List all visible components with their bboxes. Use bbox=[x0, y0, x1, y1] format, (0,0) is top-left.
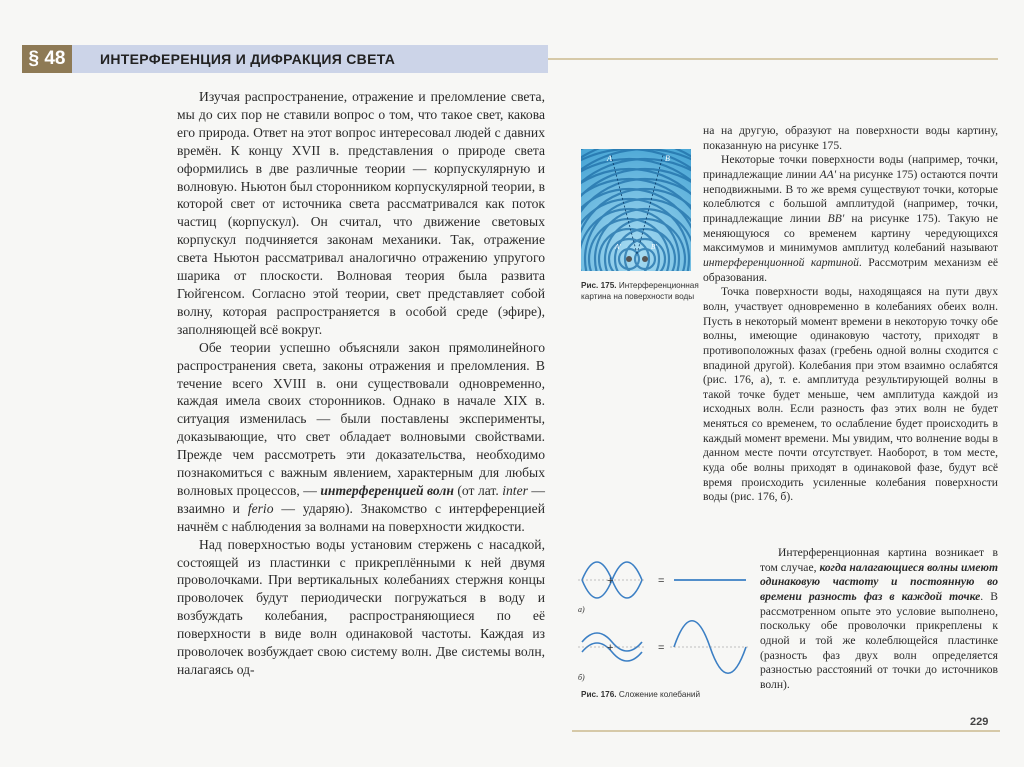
right-column-bottom bbox=[760, 546, 998, 693]
svg-text:A: A bbox=[607, 154, 612, 163]
wave-addition-diagram bbox=[574, 552, 754, 687]
paragraph: Изучая распространение, отражение и преломление света, мы до сих пор не ставили вопрос о том, что такое свет, какова его природа. Ответ на этот вопрос интересовал людей с давних времён. К концу XVII в. представления о природе света оформились в две различные теории — корпускулярную и волновую. Ньютон был сторонником корпускулярной теории, в которой свет от источника света рассматривался как поток частиц (корпускул). Он считал, что движение световых корпускул подчиняется законам механики. Так, отражение света Ньютон рассматривал аналогично отражению упругого шарика от плоскости. Волновая теория была развита Гюйгенсом. Согласно этой теории, свет представляет собой волну, которая распространяется в особой среде (эфире), заполняющей всё вокруг. bbox=[177, 89, 545, 337]
section-title-bar bbox=[72, 45, 548, 73]
section-number: § 48 bbox=[22, 45, 72, 73]
paragraph: Обе теории успешно объясняли закон прямолинейного распространения света, законы отражения и преломления. В течение всего XVIII в. они существовали одновременно, каждая имела своих сторонников. Однако в начале XIX в. ситуация изменилась — были поставлены эксперименты, доказывающие, что свет обладает волновыми свойствами. Прежде чем рассмотреть эти доказательства, необходимо познакомиться с важным явлением, характерным для любых волновых процессов, — интерференцией волн (от лат. inter — взаимно и ferio — ударяю). Знакомство с интерференцией начнём с наблюдения за волнами на поверхности жидкости. bbox=[177, 339, 545, 534]
page-number: 229 bbox=[970, 716, 989, 728]
figure-176-caption: Рис. 176. Сложение колебаний bbox=[581, 690, 701, 699]
svg-text:=: = bbox=[658, 642, 665, 654]
svg-text:=: = bbox=[658, 575, 665, 587]
interference-photo bbox=[581, 149, 691, 271]
svg-text:A': A' bbox=[615, 243, 621, 251]
svg-text:а): а) bbox=[578, 605, 585, 614]
paragraph: Точка поверхности воды, находящаяся на пути двух волн, участвует одновременно в колебаниях обеих волн. Пусть в некоторый момент времени в некоторую точку обе волны, имеющие одинаковую частоту, приходят в противоположных фазах (гребень одной волны сходится с впадиной другой). Колебания при этом взаимно ослабятся (рис. 176, а), т. е. амплитуда результирующей волны в такой точке будет меньше, чем амплитуда каждой из исходных волн. Если разность фаз этих волн не будет меняться со временем, то ослабление будет происходить в каждый момент времени. Мы увидим, что волнение воды в данном месте почти отсутствует. Наоборот, в том месте, куда обе волны приходят в одинаковой фазе, будут всё время происходить усиленные колебания поверхности воды (рис. 176, б). bbox=[703, 285, 998, 504]
paragraph: Интерференционная картина возникает в том случае, когда налагающиеся волны имеют одинаковую частоту и постоянную во времени разность фаз в каждой точке. В рассмотренном опыте это условие выполнено, поскольку обе проволочки прикреплены к одной и той же колеблющейся пластинке (разность фаз двух волн определяется разностью расстояний от точки до источников волн). bbox=[760, 546, 998, 691]
section-title: ИНТЕРФЕРЕНЦИЯ И ДИФРАКЦИЯ СВЕТА bbox=[100, 51, 396, 67]
right-column bbox=[703, 124, 998, 505]
term-condition: когда налагающиеся волны имеют одинаковую частоту и постоянную во времени разность фаз в каждой точке bbox=[760, 560, 998, 603]
term-interference-pattern: интерференционной картиной bbox=[703, 255, 859, 269]
svg-text:B': B' bbox=[651, 243, 657, 251]
paragraph: на на другую, образуют на поверхности воды картину, показанную на рисунке 175. bbox=[703, 124, 998, 152]
svg-text:B: B bbox=[665, 154, 670, 163]
left-column bbox=[177, 88, 545, 679]
svg-text:+: + bbox=[607, 642, 614, 654]
footer-rule bbox=[572, 730, 1000, 732]
paragraph: Над поверхностью воды установим стержень с насадкой, состоящей из пластинки с прикреплёнными к ней двумя проволочками. При вертикальных колебаниях стержня концы проволочек будут периодически погружаться в воду и возбуждать колебания, распространяющиеся по её поверхности в виде волн одинаковой частоты. Каждая из проволочек возбуждает свою систему волн. Две системы волн, налагаясь од- bbox=[177, 536, 545, 677]
svg-text:+: + bbox=[607, 575, 614, 587]
term-interference: интерференцией волн bbox=[320, 482, 454, 498]
figure-175-caption: Рис. 175. Интерференционная картина на поверхности воды bbox=[581, 281, 699, 301]
paragraph: Некоторые точки поверхности воды (например, точки, принадлежащие линии AA' на рисунке 175) остаются почти неподвижными. В то же время существуют точки, которые колеблются с большой амплитудой (например, точки, принадлежащие линии BB' на рисунке 175). Такую не меняющуюся со временем картину чередующихся максимумов и минимумов амплитуд колебаний называют интерференционной картиной. Рассмотрим механизм её образования. bbox=[703, 153, 998, 284]
header-rule bbox=[548, 58, 998, 60]
svg-text:б): б) bbox=[578, 673, 585, 682]
